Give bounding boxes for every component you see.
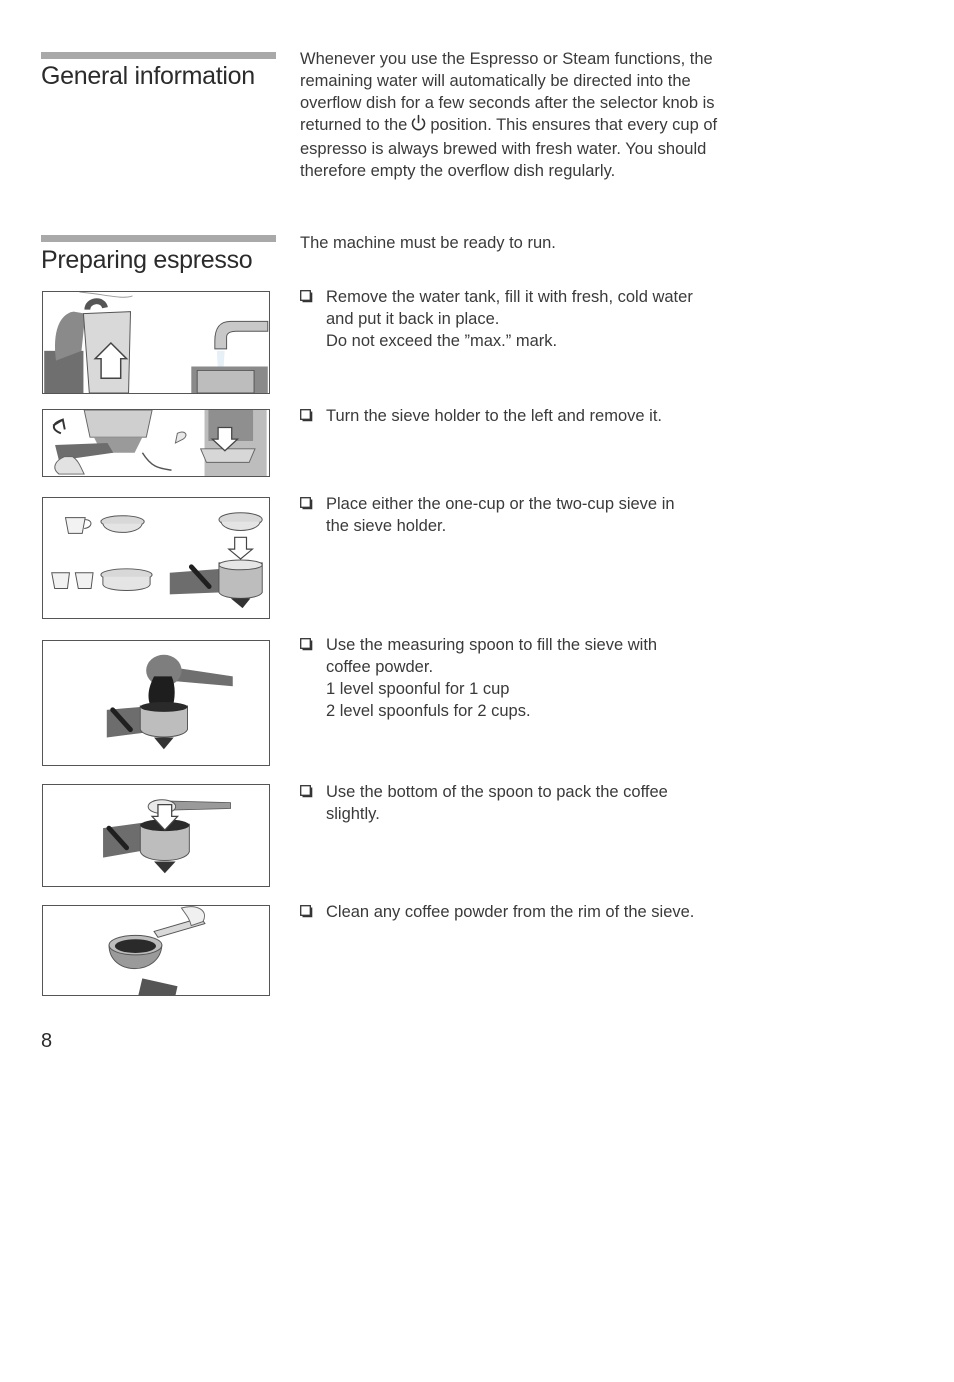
step-1-line-1: Remove the water tank, fill it with fresh, cold water: [326, 288, 693, 306]
step-4-line-1: Use the measuring spoon to fill the sieve with: [326, 636, 658, 654]
step-5-line-2: slightly.: [326, 805, 380, 823]
step-6: [300, 901, 730, 923]
illustration-pack-coffee: [42, 784, 270, 887]
illustration-remove-sieve-holder: [42, 409, 270, 477]
step-3: [300, 493, 730, 537]
step-3-line-2: the sieve holder.: [326, 517, 447, 535]
checkbox-bullet-icon: [300, 409, 313, 422]
checkbox-bullet-icon: [300, 638, 313, 651]
step-2: [300, 405, 730, 427]
checkbox-bullet-icon: [300, 905, 313, 918]
general-information-paragraph: [300, 48, 730, 182]
checkbox-bullet-icon: [300, 785, 313, 798]
heading-preparing-espresso: Preparing espresso: [41, 246, 253, 274]
step-5: [300, 781, 730, 825]
heading-general-information: General information: [41, 62, 255, 90]
checkbox-bullet-icon: [300, 290, 313, 303]
illustration-insert-sieve: [42, 497, 270, 619]
step-2-line-1: Turn the sieve holder to the left and remove it.: [326, 407, 662, 425]
step-4-line-4: 2 level spoonfuls for 2 cups.: [326, 702, 531, 720]
step-3-line-1: Place either the one-cup or the two-cup sieve in: [326, 495, 675, 513]
step-1-line-2: and put it back in place.: [326, 310, 500, 328]
illustration-clean-sieve-rim: [42, 905, 270, 996]
page-number: 8: [41, 1030, 53, 1052]
preparing-intro: The machine must be ready to run.: [300, 234, 556, 252]
step-1-line-3: Do not exceed the ”max.” mark.: [326, 332, 558, 350]
step-6-line-1: Clean any coffee powder from the rim of the sieve.: [326, 903, 695, 921]
illustration-fill-water-tank: [42, 291, 270, 394]
checkbox-bullet-icon: [300, 497, 313, 510]
section-bar-preparing: [41, 235, 276, 242]
general-text-part-1: Whenever you use the Espresso or Steam functions, the remaining water will automatically be directed into the overflow dish for a few seconds after the selector knob is returned to the: [300, 50, 715, 134]
section-bar-general: [41, 52, 276, 59]
step-4-line-3: 1 level spoonful for 1 cup: [326, 680, 510, 698]
general-text-part-2: position. This ensures that every cup of espresso is always brewed with fresh water. You should therefore empty the overflow dish regularly.: [300, 116, 718, 180]
step-4: [300, 634, 730, 722]
step-5-line-1: Use the bottom of the spoon to pack the coffee: [326, 783, 668, 801]
illustration-fill-coffee-powder: [42, 640, 270, 766]
step-4-line-2: coffee powder.: [326, 658, 434, 676]
power-symbol-icon: [410, 114, 427, 138]
step-1: [300, 286, 730, 352]
